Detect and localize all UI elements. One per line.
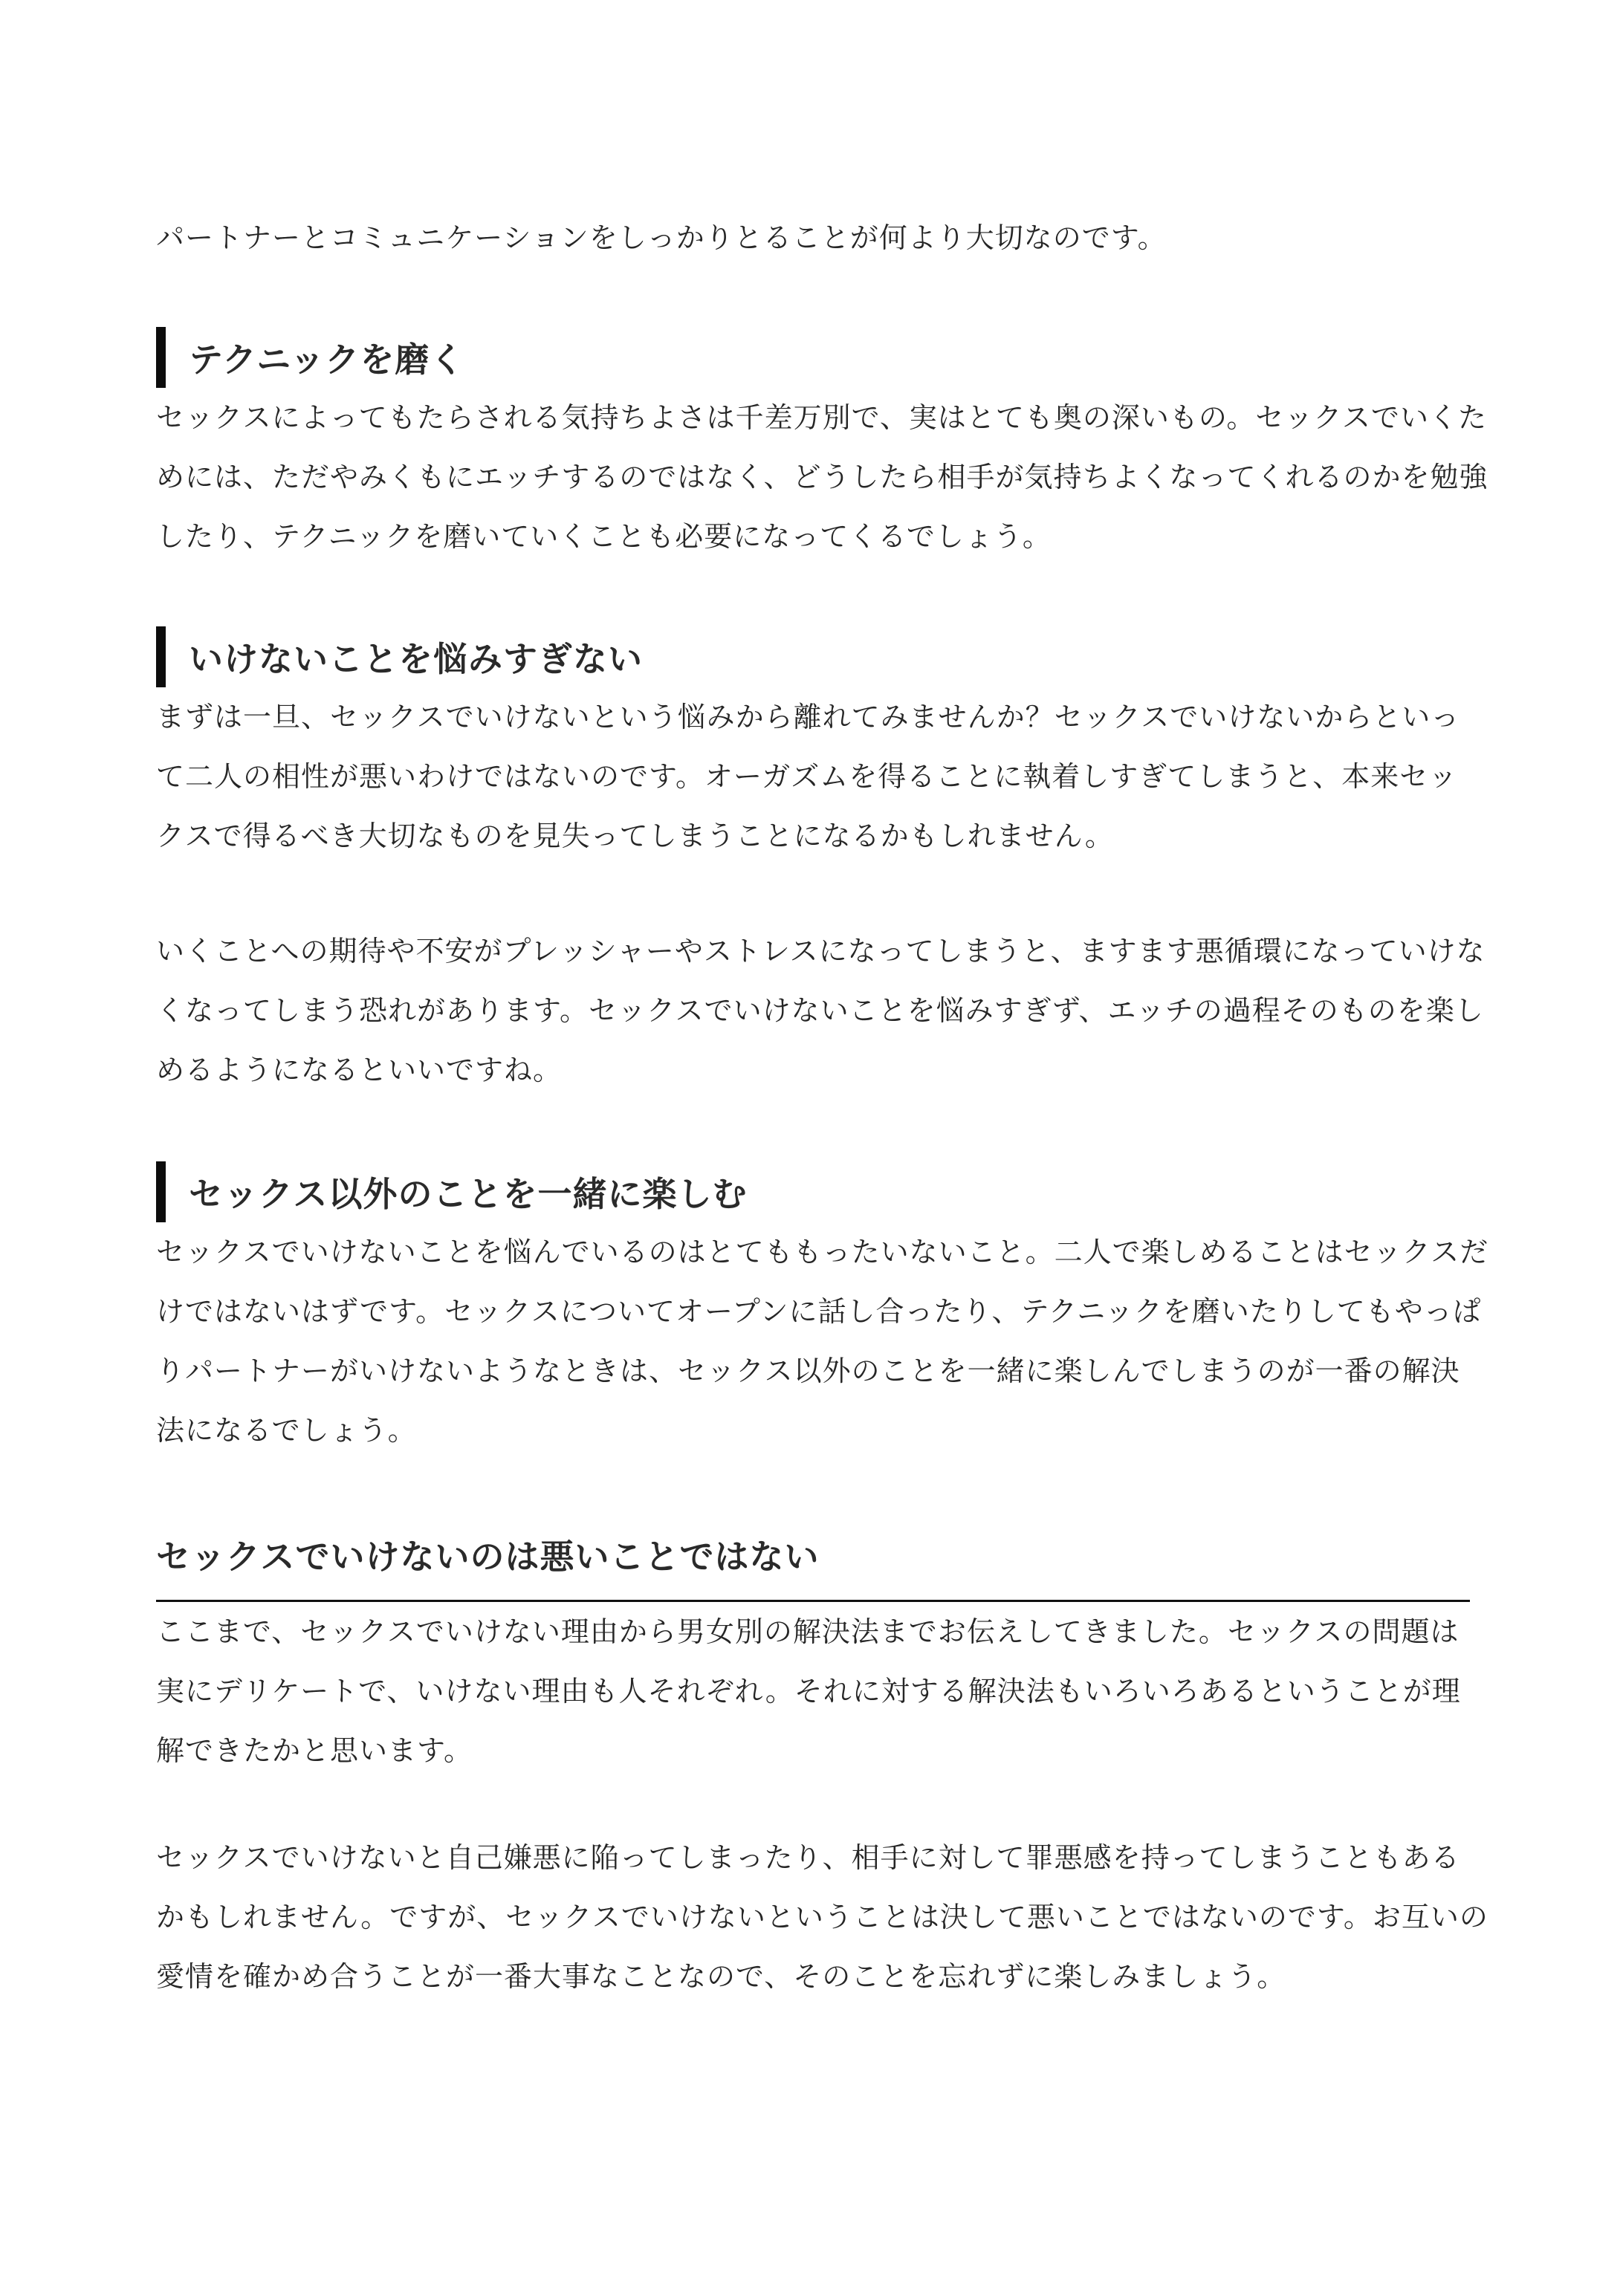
heading-text: いけないことを悩みすぎない bbox=[189, 639, 643, 679]
section-enjoy-together bbox=[156, 1161, 1489, 1460]
heading-text: テクニックを磨く bbox=[189, 340, 465, 380]
text-line: くなってしまう恐れがあります。セックスでいけないことを悩みすぎず、エッチの過程そのものを楽し bbox=[156, 994, 1484, 1027]
text-line: ここまで、セックスでいけない理由から男女別の解決法までお伝えしてきました。セックスの問題は bbox=[156, 1615, 1460, 1648]
body-paragraph bbox=[156, 1828, 1488, 2006]
section-technique bbox=[156, 327, 1488, 566]
text-line: りパートナーがいけないようなときは、セックス以外のことを一緒に楽しんでしまうのが一番の解決 bbox=[156, 1355, 1460, 1387]
text-line: 愛情を確かめ合うことが一番大事なことなので、そのことを忘れずに楽しみましょう。 bbox=[156, 1960, 1286, 1993]
section-heading bbox=[156, 626, 1473, 687]
section-heading bbox=[156, 1161, 1473, 1222]
text-line: パートナーとコミュニケーションをしっかりとることが何より大切なのです。 bbox=[156, 221, 1167, 254]
intro-paragraph bbox=[156, 208, 1167, 267]
text-line: めるようになるといいですね。 bbox=[156, 1054, 563, 1086]
text-line: めには、ただやみくもにエッチするのではなく、どうしたら相手が気持ちよくなってくれるのかを勉強 bbox=[156, 461, 1488, 493]
text-line: て二人の相性が悪いわけではないのです。オーガズムを得ることに執着しすぎてしまうと、本来セッ bbox=[156, 760, 1458, 793]
heading-bar-marker bbox=[156, 626, 166, 687]
heading-text: セックス以外のことを一緒に楽しむ bbox=[189, 1174, 748, 1214]
heading-bar-marker bbox=[156, 327, 166, 388]
body-paragraph bbox=[156, 1602, 1473, 1780]
section-not-bad bbox=[156, 1531, 1473, 1780]
text-line: セックスでいけないと自己嫌悪に陥ってしまったり、相手に対して罪悪感を持ってしまうこともある bbox=[156, 1841, 1460, 1874]
text-line: けではないはずです。セックスについてオープンに話し合ったり、テクニックを磨いたりしてもやっぱ bbox=[156, 1295, 1482, 1328]
text-line: 法になるでしょう。 bbox=[156, 1414, 417, 1447]
text-line: したり、テクニックを磨いていくことも必要になってくるでしょう。 bbox=[156, 520, 1052, 553]
body-paragraph bbox=[156, 687, 1473, 866]
heading-text: セックスでいけないのは悪いことではない bbox=[156, 1537, 820, 1577]
text-line: クスで得るべき大切なものを見失ってしまうことになるかもしれません。 bbox=[156, 820, 1114, 852]
text-line: セックスによってもたらされる気持ちよさは千差万別で、実はとても奥の深いもの。セックスでいくた bbox=[156, 401, 1487, 434]
section-dont-worry bbox=[156, 626, 1473, 866]
section-not-bad-continued bbox=[156, 1828, 1488, 2006]
text-line: まずは一旦、セックスでいけないという悩みから離れてみませんか？セックスでいけないからといっ bbox=[156, 701, 1460, 733]
section-heading-underlined bbox=[156, 1531, 1470, 1602]
text-line: 実にデリケートで、いけない理由も人それぞれ。それに対する解決法もいろいろあるということが理 bbox=[156, 1675, 1461, 1708]
body-paragraph bbox=[156, 1222, 1489, 1460]
section-dont-worry-continued bbox=[156, 921, 1486, 1100]
text-line: セックスでいけないことを悩んでいるのはとてももったいないこと。二人で楽しめることはセックスだ bbox=[156, 1236, 1489, 1268]
heading-bar-marker bbox=[156, 1161, 166, 1222]
body-paragraph bbox=[156, 921, 1486, 1100]
body-paragraph bbox=[156, 388, 1488, 566]
text-line: いくことへの期待や不安がプレッシャーやストレスになってしまうと、ますます悪循環になっていけな bbox=[156, 935, 1486, 967]
text-line: 解できたかと思います。 bbox=[156, 1734, 473, 1767]
section-heading bbox=[156, 327, 1473, 388]
text-line: かもしれません。ですが、セックスでいけないということは決して悪いことではないのです。お互いの bbox=[156, 1901, 1488, 1933]
